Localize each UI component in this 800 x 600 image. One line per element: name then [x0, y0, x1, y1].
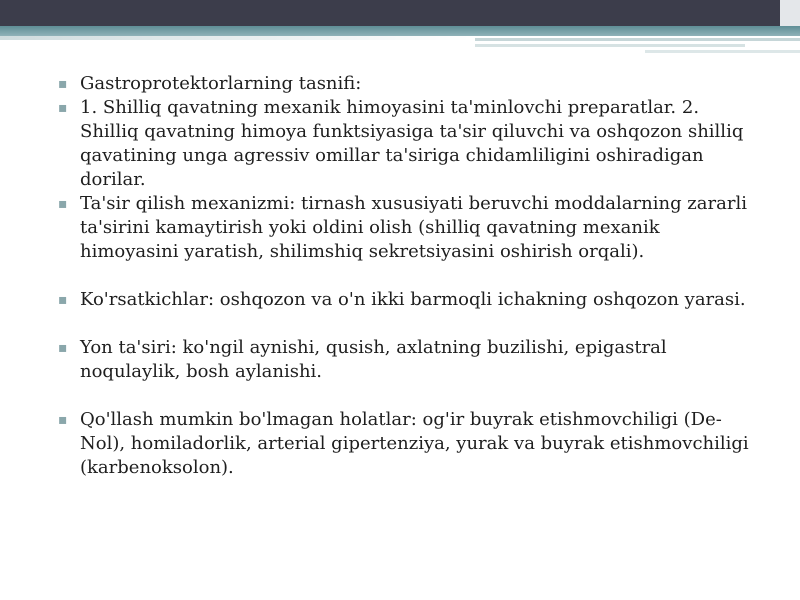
bullet-square-icon: ▪ [58, 412, 68, 428]
bullet-item [58, 408, 758, 480]
slide-content [58, 72, 758, 480]
bullet-text: 1. Shilliq qavatning mexanik himoyasini ta'minlovchi preparatlar. 2. Shilliq qavatning himoya funktsiyasiga ta'sir qiluvchi va oshqozon shilliq qavatining unga agressiv omillar ta'siriga chidamliligini oshiradigan dorilar. [80, 97, 744, 190]
bullet-square-icon: ▪ [58, 292, 68, 308]
header-fade-band [0, 36, 470, 40]
bullet-text: Yon ta'siri: ko'ngil aynishi, qusish, axlatning buzilishi, epigastral noqulaylik, bosh aylanishi. [80, 337, 667, 382]
header-corner-block [780, 0, 800, 26]
list-spacer [58, 384, 758, 408]
bullet-text: Gastroprotektorlarning tasnifi: [80, 73, 362, 94]
bullet-list [58, 72, 758, 480]
header-stripe [645, 50, 800, 53]
bullet-text: Qo'llash mumkin bo'lmagan holatlar: og'ir buyrak etishmovchiligi (De-Nol), homiladorlik, arterial gipertenziya, yurak va buyrak etishmovchiligi (karbenoksolon). [80, 409, 749, 478]
bullet-text: Ta'sir qilish mexanizmi: tirnash xususiyati beruvchi moddalarning zararli ta'sirini kamaytirish yoki oldini olish (shilliq qavatning mexanik himoyasini yaratish, shilimshiq sekretsiyasini oshirish orqali). [80, 193, 747, 262]
bullet-square-icon: ▪ [58, 100, 68, 116]
bullet-square-icon: ▪ [58, 340, 68, 356]
list-spacer [58, 312, 758, 336]
list-spacer [58, 264, 758, 288]
bullet-square-icon: ▪ [58, 196, 68, 212]
bullet-text: Ko'rsatkichlar: oshqozon va o'n ikki barmoqli ichakning oshqozon yarasi. [80, 289, 746, 310]
bullet-item [58, 192, 758, 264]
bullet-item [58, 72, 758, 96]
header-dark-band [0, 0, 800, 26]
header-teal-band [0, 26, 800, 36]
bullet-item [58, 288, 758, 312]
bullet-item [58, 96, 758, 192]
bullet-item [58, 336, 758, 384]
header-stripe [475, 38, 800, 41]
bullet-square-icon: ▪ [58, 76, 68, 92]
header-stripe [475, 44, 745, 47]
